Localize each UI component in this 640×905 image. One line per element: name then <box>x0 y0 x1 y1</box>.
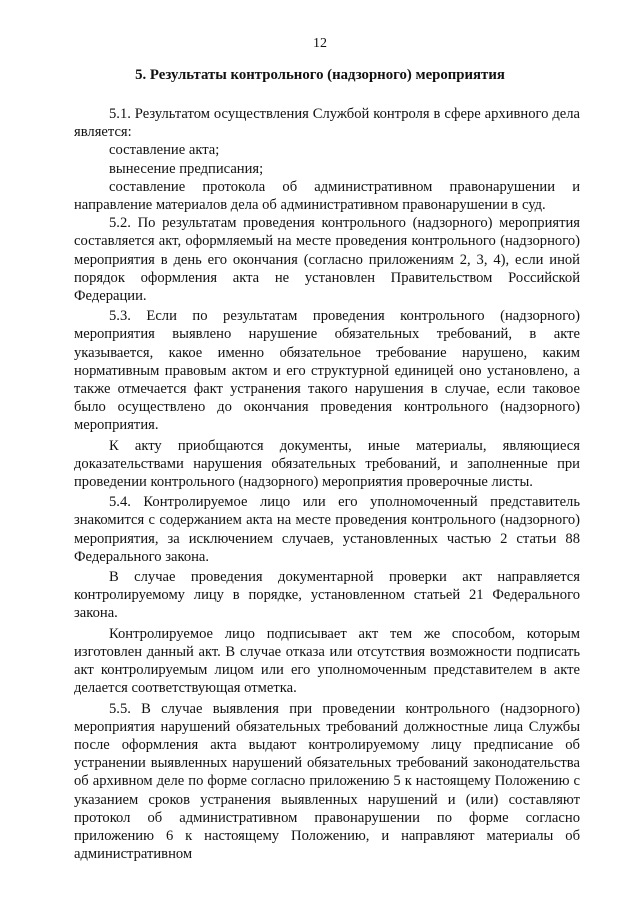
page-number: 12 <box>313 36 327 51</box>
list-item-order: вынесение предписания; <box>109 160 264 177</box>
paragraph-5-5: 5.5. В случае выявления при проведении контрольного (надзорного) мероприятия нарушений обязательных требований должностные лица Службы после оформления акта выдают контролируемому лицу предписание об устранении выявленных нарушений обязательных требований законодательства об архивном деле по форме согласно приложению 5 к настоящему Положению с указанием сроков устранения выявленных нарушений и (или) составляют протокол об административном правонарушении по форме согласно приложению 6 к настоящему Положению, и направляют материалы об административном <box>74 700 580 863</box>
paragraph-attachments: К акту приобщаются документы, иные материалы, являющиеся доказательствами нарушения обязательных требований, и заполненные при проведении контрольного (надзорного) мероприятия проверочные листы. <box>74 437 580 491</box>
list-item-act: составление акта; <box>109 142 220 159</box>
paragraph-5-2: 5.2. По результатам проведения контрольного (надзорного) мероприятия составляется акт, оформляемый на месте проведения контрольного (надзорного) мероприятия в день его окончания (согласно приложениям 2, 3, 4), если иной порядок оформления акта не установлен Правительством Российской Федерации. <box>74 215 580 305</box>
section-title: 5. Результаты контрольного (надзорного) мероприятия <box>135 67 505 83</box>
paragraph-5-3: 5.3. Если по результатам проведения контрольного (надзорного) мероприятия выявлено нарушение обязательных требований, в акте указывается, какое именно обязательное требование нарушено, каким нормативным правовым актом и его структурной единицей оно установлено, а также отмечается факт устранения такого нарушения в случае, если таковое было осуществлено до окончания проведения контрольного (надзорного) мероприятия. <box>74 308 580 434</box>
paragraph-signature: Контролируемое лицо подписывает акт тем же способом, которым изготовлен данный акт. В случае отказа или отсутствия возможности подписать акт контролируемым лицом или его уполномоченным представителем в акте делается соответствующая отметка. <box>74 625 580 697</box>
paragraph-documentary-check: В случае проведения документарной проверки акт направляется контролируемому лицу в порядке, установленном статьей 21 Федерального закона. <box>74 569 580 622</box>
paragraph-5-1: 5.1. Результатом осуществления Службой контроля в сфере архивного дела является: <box>74 106 580 141</box>
paragraph-5-4: 5.4. Контролируемое лицо или его уполномоченный представитель знакомится с содержанием акта на месте проведения контрольного (надзорного) мероприятия, за исключением случаев, установленных частью 2 статьи 88 Федерального закона. <box>74 494 580 565</box>
list-item-protocol: составление протокола об административном правонарушении и направление материалов дела об административном правонарушении в суд. <box>74 178 580 214</box>
document-body <box>74 105 580 863</box>
